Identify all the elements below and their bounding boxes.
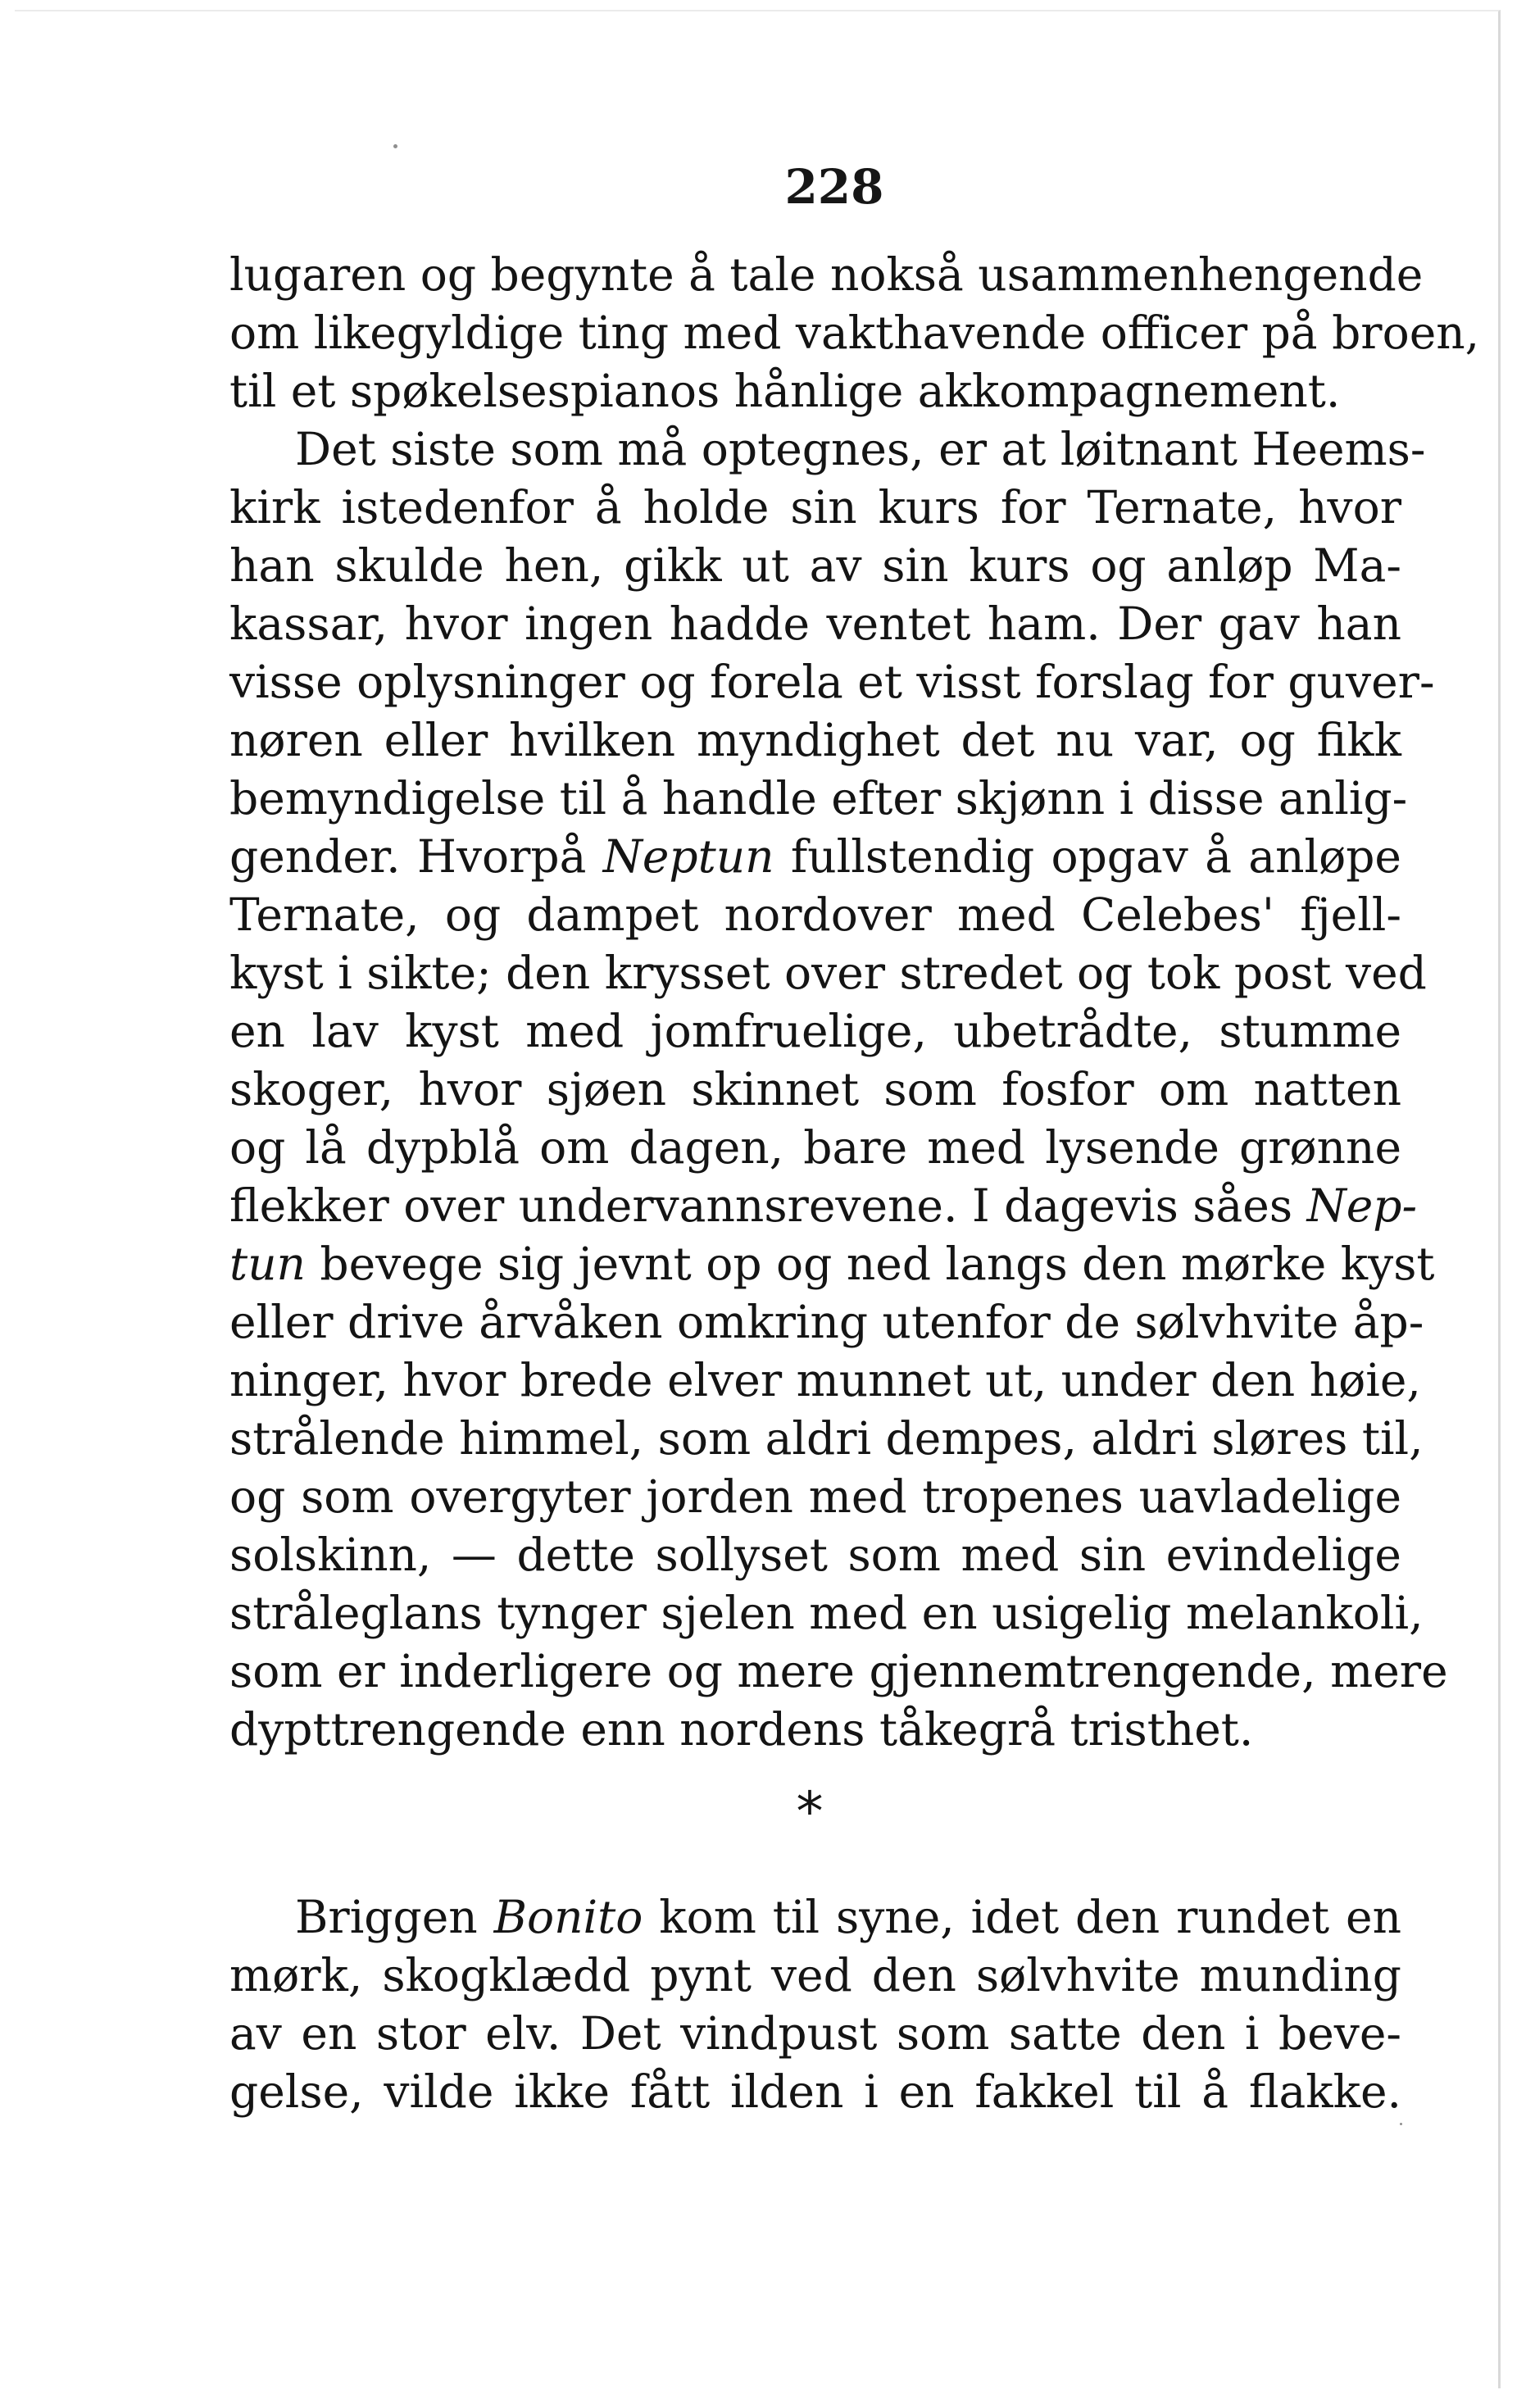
- text-segment: fullstendig opgav å anløpe: [774, 830, 1401, 883]
- text-line: lugaren og begynte å tale nokså usammenhengende: [229, 248, 1424, 301]
- text-line: kassar, hvor ingen hadde ventet ham. Der gav han: [229, 597, 1401, 650]
- print-speck: [393, 144, 397, 148]
- text-line: Ternate, og dampet nordover med Celebes' fjell-: [229, 888, 1401, 941]
- text-line: til et spøkelsespianos hånlige akkompagnement.: [229, 365, 1341, 417]
- text-line: kyst i sikte; den krysset over stredet og tok post ved: [229, 947, 1427, 999]
- text-line: dypttrengende enn nordens tåkegrå tristhet.: [229, 1703, 1254, 1756]
- text-line: bemyndigelse til å handle efter skjønn i disse anlig-: [229, 772, 1408, 825]
- section-separator: *: [796, 1780, 824, 1843]
- text-line: Det siste som må optegnes, er at løitnant Heems-: [295, 423, 1426, 475]
- text-line: strålende himmel, som aldri dempes, aldri sløres til,: [229, 1412, 1424, 1465]
- ship-name-bonito: Bonito: [493, 1891, 643, 1943]
- text-line: han skulde hen, gikk ut av sin kurs og anløp Ma-: [229, 539, 1401, 592]
- text-segment: kom til syne, idet den rundet en: [643, 1891, 1401, 1943]
- section-text: [229, 1888, 1401, 2121]
- text-segment: Briggen: [295, 1891, 494, 1943]
- text-line: og som overgyter jorden med tropenes uavladelige: [229, 1470, 1401, 1523]
- text-segment: bevege sig jevnt op og ned langs den mørke kyst: [305, 1238, 1435, 1290]
- text-line: nøren eller hvilken myndighet det nu var, og fikk: [229, 714, 1401, 766]
- page-number: 228: [784, 159, 884, 215]
- text-line: visse oplysninger og forela et visst forslag for guver-: [229, 656, 1435, 708]
- text-line: ninger, hvor brede elver munnet ut, under den høie,: [229, 1354, 1421, 1406]
- text-line: av en stor elv. Det vindpust som satte den i beve-: [229, 2007, 1401, 2060]
- text-line: stråleglans tynger sjelen med en usigelig melankoli,: [229, 1587, 1424, 1639]
- main-text: [229, 246, 1480, 1759]
- print-speck: [1400, 2123, 1402, 2125]
- text-line: mørk, skogklædd pynt ved den sølvhvite munding: [229, 1949, 1401, 2001]
- text-line: [229, 1888, 1401, 1947]
- text-line: solskinn, — dette sollyset som med sin evindelige: [229, 1529, 1401, 1581]
- ship-name-neptun: tun: [229, 1238, 306, 1290]
- text-line: [229, 828, 1401, 886]
- ship-name-neptun: Neptun: [602, 830, 774, 883]
- text-segment: gender. Hvorpå: [229, 830, 603, 883]
- text-line: [229, 1235, 1435, 1293]
- text-line: skoger, hvor sjøen skinnet som fosfor om natten: [229, 1063, 1401, 1115]
- text-segment: flekker over undervannsrevene. I dagevis såes: [229, 1179, 1307, 1232]
- text-line: og lå dypblå om dagen, bare med lysende grønne: [229, 1121, 1401, 1174]
- text-line: eller drive årvåken omkring utenfor de sølvhvite åp-: [229, 1296, 1424, 1348]
- text-line: kirk istedenfor å holde sin kurs for Ternate, hvor: [229, 481, 1401, 534]
- text-line: en lav kyst med jomfruelige, ubetrådte, stumme: [229, 1005, 1401, 1057]
- book-page: [15, 10, 1501, 2388]
- text-line: om likegyldige ting med vakthavende officer på broen,: [229, 307, 1480, 359]
- text-line: gelse, vilde ikke fått ilden i en fakkel til å flakke.: [229, 2065, 1401, 2118]
- ship-name-neptun: Nep-: [1306, 1179, 1418, 1232]
- text-line: som er inderligere og mere gjennemtrengende, mere: [229, 1645, 1448, 1697]
- text-line: [229, 1177, 1418, 1235]
